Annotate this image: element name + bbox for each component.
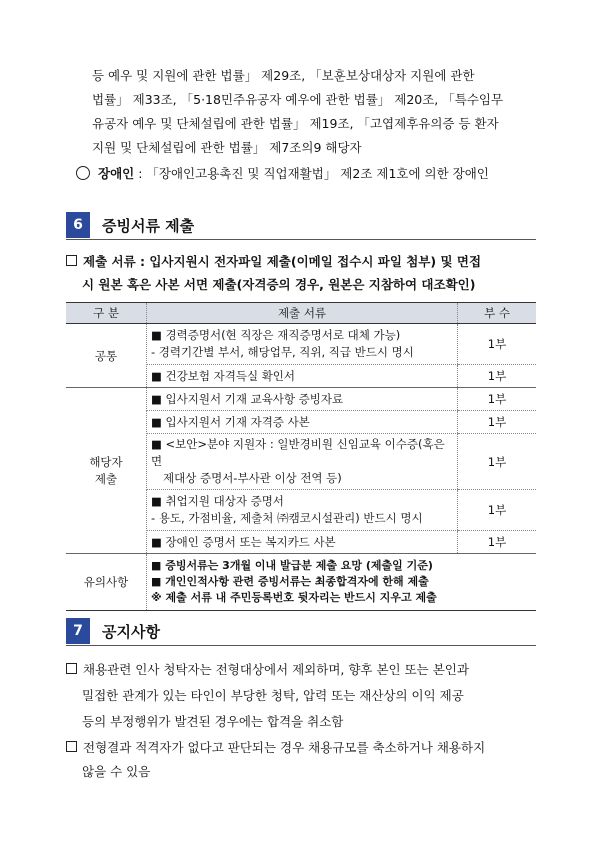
doc-line: - 용도, 가점비율, 제출처 ㈜캠코시설관리) 반드시 명시: [151, 511, 423, 525]
document-cell: [147, 388, 458, 411]
header-count: 부 수: [458, 303, 537, 324]
submission-desc-line-1: [66, 252, 481, 270]
disabled-text: : 「장애인고용촉진 및 직업재활법」 제2조 제1호에 의한 장애인: [134, 166, 489, 181]
doc-line: ■ 건강보험 자격득실 확인서: [151, 368, 296, 383]
circle-bullet-icon: [76, 166, 90, 180]
section-divider: [66, 239, 536, 240]
doc-line: ■ 입사지원서 기재 교육사항 증빙자료: [151, 391, 344, 406]
notice-text: 전형결과 적격자가 없다고 판단되는 경우 채용규모를 축소하거나 채용하지: [83, 740, 486, 755]
checkbox-square-icon: [66, 255, 77, 266]
category-applicable-line-2: 제출: [94, 471, 118, 486]
notes-cell: [147, 554, 537, 611]
count-cell: 1부: [458, 324, 537, 365]
note-line: ※ 제출 서류 내 주민등록번호 뒷자리는 반드시 지우고 제출: [151, 591, 437, 604]
document-cell: [147, 365, 458, 388]
notice-text: 채용관련 인사 청탁자는 전형대상에서 제외하며, 향후 본인 또는 본인과: [83, 662, 469, 677]
document-cell: [147, 411, 458, 434]
documents-table: [66, 302, 536, 611]
category-applicable-line-1: 해당자: [89, 454, 123, 469]
category-common: 공통: [66, 324, 147, 388]
count-cell: 1부: [458, 365, 537, 388]
section-number: 6: [66, 212, 90, 238]
section-6-heading: [66, 212, 536, 242]
section-7-heading: [66, 618, 536, 648]
category-notes: 유의사항: [66, 554, 147, 611]
disabled-label: 장애인: [98, 166, 135, 181]
count-cell: 1부: [458, 490, 537, 531]
intro-line-2: 법률」 제33조, 「5·18민주유공자 예우에 관한 법률」 제20조, 「특수임무: [92, 92, 504, 107]
section-title: 공지사항: [102, 623, 160, 641]
doc-line: ■ 취업지원 대상자 증명서: [151, 494, 284, 508]
intro-line-3: 유공자 예우 및 단체설립에 관한 법률」 제19조, 「고엽제후유의증 등 환자: [92, 116, 499, 131]
disabled-definition: [76, 162, 489, 186]
notice-item-1-line-3: 등의 부정행위가 발견된 경우에는 합격을 취소함: [82, 714, 344, 729]
count-cell: 1부: [458, 434, 537, 490]
table-row: [66, 324, 536, 365]
table-header-row: [66, 303, 536, 324]
checkbox-square-icon: [66, 741, 77, 752]
document-cell: [147, 490, 458, 531]
notice-item-1-line-2: 밀접한 관계가 있는 타인이 부당한 청탁, 압력 또는 재산상의 이익 제공: [82, 688, 464, 703]
doc-line: ■ <보안>분야 지원자 : 일반경비원 신임교육 이수증(혹은 면: [151, 437, 445, 468]
count-cell: 1부: [458, 388, 537, 411]
intro-line-1: 등 예우 및 지원에 관한 법률」 제29조, 「보훈보상대상자 지원에 관한: [92, 68, 475, 83]
submission-desc-text-1: 제출 서류 : 입사지원시 전자파일 제출(이메일 접수시 파일 첨부) 및 면접: [83, 254, 482, 269]
intro-line-4: 지원 및 단체설립에 관한 법률」 제7조의9 해당자: [92, 140, 362, 155]
doc-line: - 경력기간별 부서, 해당업무, 직위, 직급 반드시 명시: [151, 345, 414, 359]
notice-item-1-line-1: [66, 660, 469, 678]
doc-line: ■ 입사지원서 기재 자격증 사본: [151, 414, 310, 429]
doc-line: 제대상 증명서-부사관 이상 전역 등): [163, 471, 342, 485]
header-documents: 제출 서류: [147, 303, 458, 324]
document-cell: [147, 324, 458, 365]
checkbox-square-icon: [66, 663, 77, 674]
header-category: 구 분: [66, 303, 147, 324]
table-row: [66, 388, 536, 411]
doc-line: ■ 경력증명서(현 직장은 재직증명서로 대체 가능): [151, 328, 401, 342]
document-cell: [147, 531, 458, 554]
notice-item-2-line-2: 않을 수 있음: [82, 764, 151, 779]
category-applicable: [66, 388, 147, 554]
section-divider: [66, 645, 536, 646]
note-line: ■ 개인인적사항 관련 증빙서류는 최종합격자에 한해 제출: [151, 575, 429, 588]
section-number: 7: [66, 618, 90, 644]
table-row-notes: [66, 554, 536, 611]
note-line: ■ 증빙서류는 3개월 이내 발급분 제출 요망 (제출일 기준): [151, 559, 433, 572]
section-title: 증빙서류 제출: [102, 217, 195, 235]
notice-item-2-line-1: [66, 738, 485, 756]
submission-desc-line-2: 시 원본 혹은 사본 서면 제출(자격증의 경우, 원본은 지참하여 대조확인): [82, 277, 476, 292]
document-cell: [147, 434, 458, 490]
doc-line: ■ 장애인 증명서 또는 복지카드 사본: [151, 534, 336, 549]
count-cell: 1부: [458, 531, 537, 554]
count-cell: 1부: [458, 411, 537, 434]
